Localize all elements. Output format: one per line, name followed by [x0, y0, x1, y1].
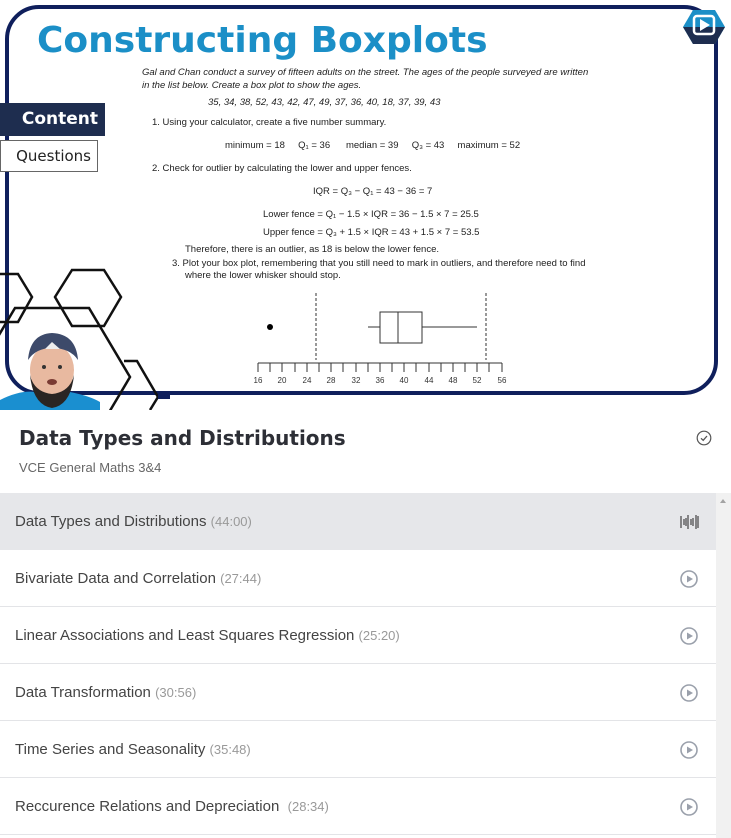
svg-text:16: 16	[253, 376, 263, 385]
course-title: Data Types and Distributions	[19, 426, 346, 450]
slide-step3-line2: where the lower whisker should stop.	[185, 270, 341, 281]
svg-text:56: 56	[497, 376, 507, 385]
scroll-up-arrow-icon[interactable]	[720, 499, 726, 503]
lesson-item[interactable]	[0, 607, 716, 664]
svg-text:48: 48	[448, 376, 458, 385]
lesson-title: Bivariate Data and Correlation	[15, 570, 216, 587]
play-circle-icon[interactable]	[679, 683, 699, 703]
lesson-duration: (27:44)	[220, 571, 262, 586]
course-subtitle: VCE General Maths 3&4	[19, 460, 162, 475]
svg-text:20: 20	[277, 376, 287, 385]
slide-lower-fence: Lower fence = Q₁ − 1.5 × IQR = 36 − 1.5 × 7 = 25.5	[263, 209, 479, 220]
lesson-list-scrollbar[interactable]	[716, 493, 731, 838]
check-circle-icon[interactable]	[696, 430, 712, 446]
play-circle-icon[interactable]	[679, 740, 699, 760]
lesson-duration: (30:56)	[155, 685, 197, 700]
svg-text:40: 40	[399, 376, 409, 385]
lesson-duration: (25:20)	[358, 628, 400, 643]
tab-content: Content	[0, 103, 105, 136]
lesson-duration: (35:48)	[209, 742, 251, 757]
course-info-header	[0, 410, 731, 493]
lesson-title: Data Transformation	[15, 684, 151, 701]
boxplot-figure	[240, 285, 520, 390]
svg-text:36: 36	[375, 376, 385, 385]
slide-step1: 1. Using your calculator, create a five number summary.	[152, 117, 387, 128]
slide-summary: minimum = 18 Q₁ = 36 median = 39 Q₃ = 43 maximum = 52	[225, 140, 521, 151]
lesson-title: Data Types and Distributions	[15, 513, 207, 530]
slide-intro-line2: in the list below. Create a box plot to show the ages.	[142, 80, 362, 91]
svg-text:44: 44	[424, 376, 434, 385]
play-circle-icon[interactable]	[679, 626, 699, 646]
slide-intro-line1: Gal and Chan conduct a survey of fifteen adults on the street. The ages of the people surveyed are written	[142, 67, 589, 78]
lesson-item[interactable]	[0, 721, 716, 778]
lesson-duration: (44:00)	[210, 514, 252, 529]
lesson-item[interactable]	[0, 778, 716, 835]
lesson-item[interactable]	[0, 664, 716, 721]
slide-title: Constructing Boxplots	[37, 20, 488, 61]
slide-step2: 2. Check for outlier by calculating the lower and upper fences.	[152, 163, 412, 174]
slide-step3-line1: 3. Plot your box plot, remembering that you still need to mark in outliers, and therefore need to find	[172, 258, 586, 269]
play-circle-icon[interactable]	[679, 797, 699, 817]
lesson-list	[0, 493, 716, 838]
lesson-item[interactable]	[0, 493, 716, 550]
svg-text:28: 28	[326, 376, 336, 385]
svg-text:32: 32	[351, 376, 361, 385]
lesson-duration: (28:34)	[287, 799, 329, 814]
svg-text:24: 24	[302, 376, 312, 385]
lesson-title: Time Series and Seasonality	[15, 741, 206, 758]
video-player[interactable]	[0, 0, 731, 410]
video-logo-icon	[683, 8, 725, 46]
slide-ages-list: 35, 34, 38, 52, 43, 42, 47, 49, 37, 36, 40, 18, 37, 39, 43	[208, 97, 441, 108]
lesson-title: Reccurence Relations and Depreciation	[15, 798, 284, 815]
presenter-webcam	[0, 330, 105, 410]
slide-iqr: IQR = Q₃ − Q₁ = 43 − 36 = 7	[313, 186, 433, 197]
play-circle-icon[interactable]	[679, 569, 699, 589]
audio-playing-icon	[679, 512, 699, 532]
tab-questions: Questions	[0, 140, 98, 172]
lesson-title: Linear Associations and Least Squares Regression	[15, 627, 355, 644]
slide-upper-fence: Upper fence = Q₃ + 1.5 × IQR = 43 + 1.5 × 7 = 53.5	[263, 227, 480, 238]
lesson-item[interactable]	[0, 550, 716, 607]
svg-text:52: 52	[472, 376, 482, 385]
slide-conclusion: Therefore, there is an outlier, as 18 is below the lower fence.	[185, 244, 439, 255]
